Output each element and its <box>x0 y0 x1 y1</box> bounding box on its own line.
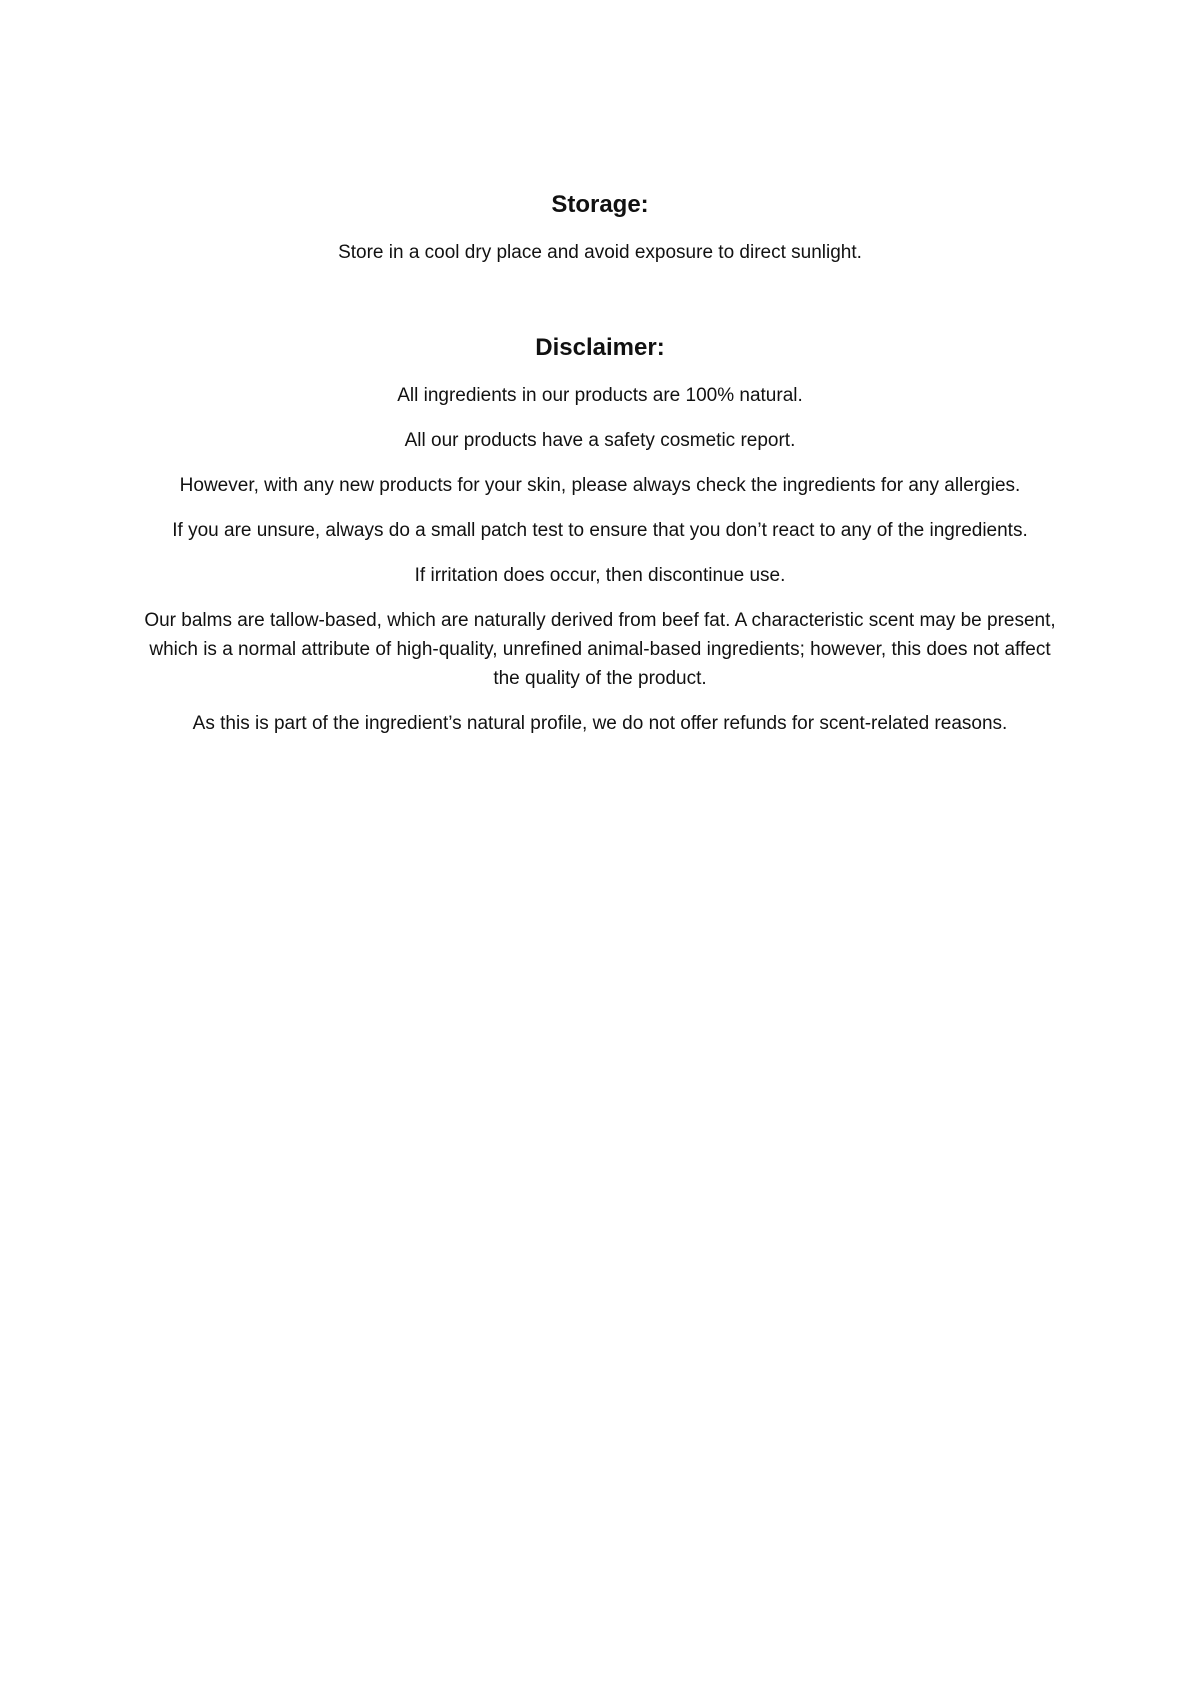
disclaimer-paragraph-refunds: As this is part of the ingredient’s natural profile, we do not offer refunds for scent-related reasons. <box>192 713 1008 734</box>
storage-text: Store in a cool dry place and avoid exposure to direct sunlight. <box>338 242 862 263</box>
disclaimer-paragraph-patch-test: If you are unsure, always do a small patch test to ensure that you don’t react to any of the ingredients. <box>172 520 1028 541</box>
storage-heading: Storage: <box>551 191 649 218</box>
disclaimer-heading: Disclaimer: <box>535 334 665 361</box>
document-content <box>140 190 1060 754</box>
disclaimer-paragraph-tallow-scent: Our balms are tallow-based, which are naturally derived from beef fat. A characteristic scent may be present, which is a normal attribute of high-quality, unrefined animal-based ingredients; however, this does not affect the quality of the product. <box>144 610 1056 689</box>
disclaimer-paragraph-natural: All ingredients in our products are 100% natural. <box>397 385 803 406</box>
disclaimer-paragraph-irritation: If irritation does occur, then discontinue use. <box>414 565 786 586</box>
disclaimer-paragraph-safety-report: All our products have a safety cosmetic report. <box>404 430 796 451</box>
disclaimer-paragraph-allergies: However, with any new products for your skin, please always check the ingredients for any allergies. <box>179 475 1021 496</box>
